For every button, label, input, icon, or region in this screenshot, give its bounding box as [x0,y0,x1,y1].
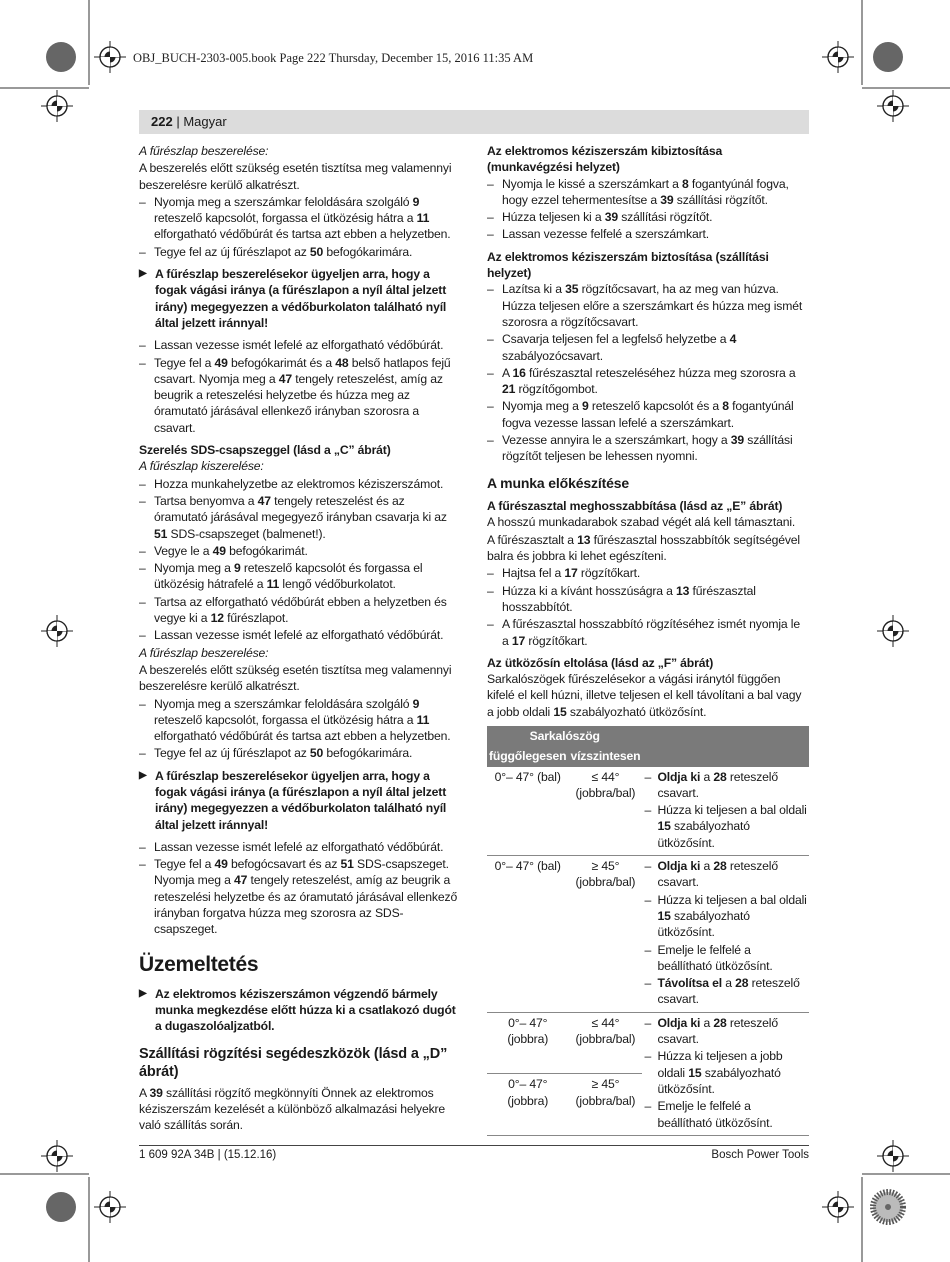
step: – Tegye fel az új fűrészlapot az 50 befogókarimára. [139,244,461,260]
table-head: Sarkalószög [487,726,642,746]
subsection-heading: Az ütközősín eltolása (lásd az „F” ábrát) [487,655,714,670]
table-row [487,767,809,856]
warning: ▶ A fűrészlap beszerelésekor ügyeljen arra, hogy a fogak vágási iránya (a fűrészlapon a nyíl által jelzett irány) megegyezzen a védőburkolaton található nyíl által jelzett iránnyal! [139,768,461,833]
step-list [139,839,461,938]
section-heading: Szerelés SDS-csapszeggel (lásd a „C” ábrát) [139,443,391,458]
step: – Nyomja meg a szerszámkar feloldására szolgáló 9 reteszelő kapcsolót, forgassa el ütközésig hátra a 11 elforgatható védőbúrát és tartsa azt ebben a helyzetben. [139,194,461,243]
step: – Vezesse annyira le a szerszámkart, hogy a 39 szállítási rögzítőt teljesen be lehessen nyomni. [487,432,809,465]
cell: ≥ 45° (jobbra/bal) [568,856,642,1013]
paragraph: A hosszú munkadarabok szabad végét alá kell támasztani. [487,515,796,530]
section-heading: Az elektromos kéziszerszám kibiztosítása (munkavégzési helyzet) [487,144,723,175]
step: – Vegye le a 49 befogókarimát. [139,543,461,559]
column-header: függőlegesen [487,746,568,766]
page-number: 222 [151,114,173,129]
subhead: A fűrészlap kiszerelése: [139,459,264,474]
step: – Oldja ki a 28 reteszelő csavart. [644,858,807,891]
cell: ≤ 44° (jobbra/bal) [575,769,636,800]
warning: ▶ Az elektromos kéziszerszámon végzendő bármely munka megkezdése előtt húzza ki a csatlakozó dugót a dugaszolóaljzatból. [139,986,461,1035]
footer-rule [139,1145,809,1146]
cell: 0°– 47° (bal) [487,856,568,1013]
cell [642,767,809,856]
subsection-heading: A fűrészasztal meghosszabbítása (lásd az „E” ábrát) [487,499,783,514]
warning: ▶ A fűrészlap beszerelésekor ügyeljen arra, hogy a fogak vágási iránya (a fűrészlapon a nyíl által jelzett irány) megegyezzen a védőburkolaton található nyíl által jelzett iránnyal! [139,266,461,331]
step: – Húzza ki teljesen a bal oldali 15 szabályozható ütközősínt. [644,802,807,851]
step: – Lazítsa ki a 35 rögzítőcsavart, ha az meg van húzva. Húzza teljesen előre a szerszámkart és húzza meg ismét szorosra a rögzítőcsavart. [487,281,809,330]
step: – Hajtsa fel a 17 rögzítőkart. [487,565,809,581]
chapter-heading: Üzemeltetés [139,952,259,976]
step: – A 16 fűrészasztal reteszeléséhez húzza meg szorosra a 21 rögzítőgombot. [487,365,809,398]
step-list [139,476,461,644]
step: – Oldja ki a 28 reteszelő csavart. [644,769,807,802]
cell: 0°– 47° (bal) [494,769,561,784]
cell: 0°– 47° (jobbra) [487,1074,568,1136]
step: – Csavarja teljesen fel a legfelső helyzetbe a 4 szabályozócsavart. [487,331,809,364]
step: – Lassan vezesse ismét lefelé az elforgatható védőbúrát. [139,627,461,643]
step-list [139,194,461,260]
paragraph: Sarkalószögek fűrészelésekor a vágási iránytól függően kifelé el kell húzni, illetve teljesen el kell távolítani a bal vagy a jobb oldali 15 szabályozható ütközősínt. [487,672,802,719]
paragraph: A 39 szállítási rögzítő megkönnyíti Önnek az elektromos kéziszerszám kezelését a különböző alkalmazási helyekre való szállítás során. [139,1085,446,1133]
step-list [139,696,461,762]
header-language: Magyar [183,114,227,129]
step: – Húzza ki teljesen a bal oldali 15 szabályozható ütközősínt. [644,892,807,941]
cell [642,1012,809,1135]
book-info: OBJ_BUCH-2303-005.book Page 222 Thursday, December 15, 2016 11:35 AM [133,51,534,65]
step: – Tartsa benyomva a 47 tengely reteszelést és az óramutató járásával megegyező irányban csavarja ki az 51 SDS-csapszeget (balmenet!). [139,493,461,542]
footer-doc-number: 1 609 92A 34B | (15.12.16) [139,1149,277,1161]
cell: 0°– 47° (jobbra) [487,1012,568,1074]
left-column [139,143,461,1134]
step: – Húzza ki a kívánt hosszúságra a 13 fűrészasztal hosszabbítót. [487,583,809,616]
running-header [139,110,809,134]
paragraph: A beszerelés előtt szükség esetén tisztítsa meg valamennyi beszerelésre kerülő alkatrészt. [139,161,452,192]
step: – Húzza teljesen ki a 39 szállítási rögzítőt. [487,209,809,225]
table-row [487,1012,809,1074]
step: – Emelje le felfelé a beállítható ütközősínt. [644,942,807,975]
subhead: A fűrészlap beszerelése: [139,144,269,158]
step-list [487,176,809,243]
step: – Emelje le felfelé a beállítható ütközősínt. [644,1098,807,1131]
step: – Tartsa az elforgatható védőbúrát ebben a helyzetben és vegye ki a 12 fűrészlapot. [139,594,461,627]
step: – Nyomja meg a 9 reteszelő kapcsolót és a 8 fogantyúnál fogva vezesse lassan lefelé a szerszámkart. [487,398,809,431]
step: – Tegye fel az új fűrészlapot az 50 befogókarimára. [139,745,461,761]
step: – Nyomja meg a 9 reteszelő kapcsolót és forgassa el ütközésig hátrafelé a 11 lengő védőburkolatot. [139,560,461,593]
step: – Lassan vezesse ismét lefelé az elforgatható védőbúrát. [139,337,461,353]
miter-angle-table [487,726,809,1136]
step: – Oldja ki a 28 reteszelő csavart. [644,1015,807,1048]
step: – Távolítsa el a 28 reteszelő csavart. [644,975,807,1008]
cell: ≥ 45° (jobbra/bal) [568,1074,642,1136]
step-list [487,565,809,648]
column-header: vízszintesen [568,746,642,766]
table-row [487,856,809,1013]
step: – Lassan vezesse felfelé a szerszámkart. [487,226,809,242]
step: – Tegye fel a 49 befogókarimát és a 48 belső hatlapos fejű csavart. Nyomja meg a 47 tengely reteszelést, amíg az beugrik a reteszelési helyzetbe és húzza meg az óramutató járásával ellenkező irányban szorosra a csavart. [139,355,461,436]
section-heading: A munka előkészítése [487,474,629,491]
right-column [487,143,809,1136]
paragraph: A fűrészasztalt a 13 fűrészasztal hosszabbítók segítségével balra és jobbra ki lehet egészíteni. [487,532,800,564]
step: – Húzza ki teljesen a jobb oldali 15 szabályozható ütközősínt. [644,1048,807,1097]
section-heading: Az elektromos kéziszerszám biztosítása (szállítási helyzet) [487,249,769,281]
paragraph: A beszerelés előtt szükség esetén tisztítsa meg valamennyi beszerelésre kerülő alkatrészt. [139,662,452,694]
section-heading: Szállítási rögzítési segédeszközök (lásd a „D” ábrát) [139,1045,448,1080]
footer-brand: Bosch Power Tools [711,1149,809,1161]
header-separator: | [172,114,184,129]
step: – Nyomja meg a szerszámkar feloldására szolgáló 9 reteszelő kapcsolót, forgassa el ütközésig hátra a 11 elforgatható védőbúrát és tartsa azt ebben a helyzetben. [139,696,461,745]
step-list [139,337,461,436]
step-list [487,281,809,464]
cell [642,856,809,1013]
step: – Tegye fel a 49 befogócsavart és az 51 SDS-csapszeget. Nyomja meg a 47 tengely reteszelést, amíg az beugrik a reteszelési helyzetbe és az óramutató járásával ellenkező irányban forgatva húzza meg szorosra az SDS-csapszeget. [139,856,461,937]
step: – Nyomja le kissé a szerszámkart a 8 fogantyúnál fogva, hogy ezzel tehermentesítse a 39 szállítási rögzítőt. [487,176,809,209]
step: – Lassan vezesse ismét lefelé az elforgatható védőbúrát. [139,839,461,855]
cell: ≤ 44° (jobbra/bal) [568,1012,642,1074]
step: – A fűrészasztal hosszabbító rögzítéséhez ismét nyomja le a 17 rögzítőkart. [487,616,809,649]
subhead: A fűrészlap beszerelése: [139,645,269,660]
step: – Hozza munkahelyzetbe az elektromos kéziszerszámot. [139,476,461,492]
